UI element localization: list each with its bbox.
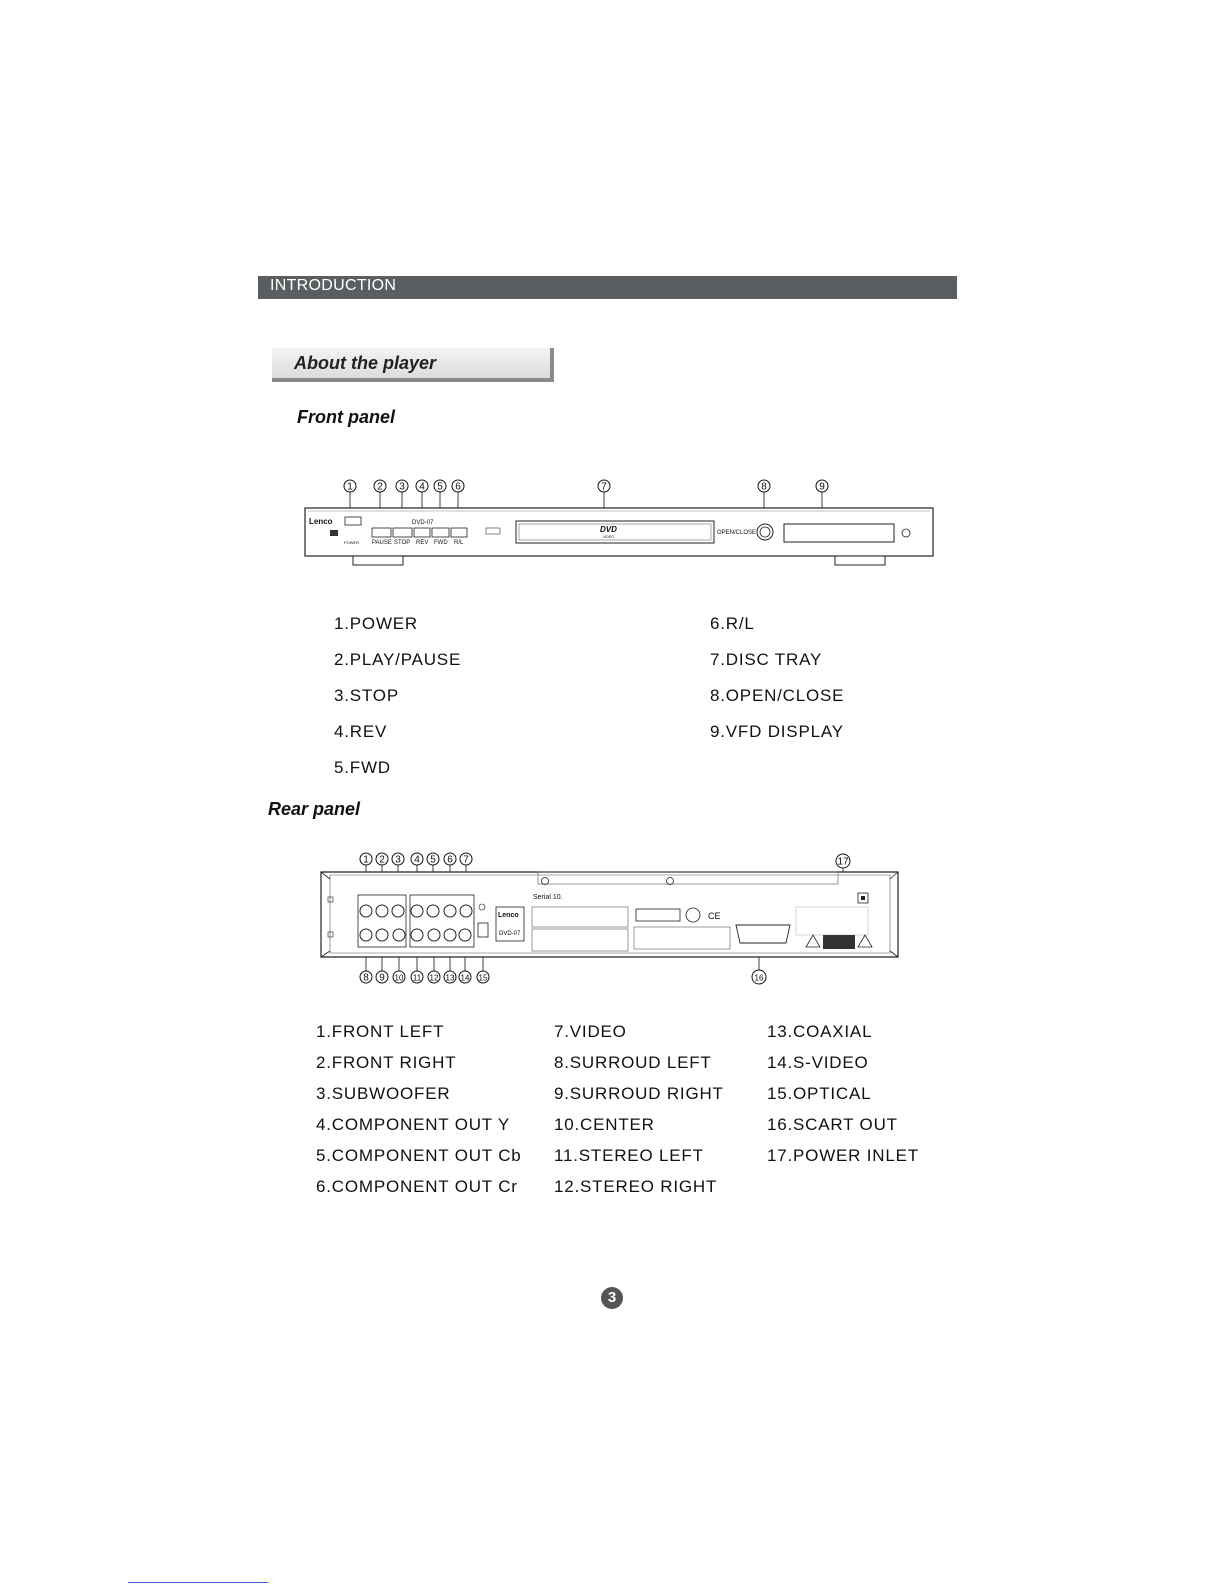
svg-text:11: 11 bbox=[412, 973, 422, 983]
rear-callouts-top bbox=[360, 853, 850, 868]
rear-callout-15 bbox=[477, 971, 489, 983]
rear-scart-port bbox=[736, 925, 790, 943]
rear-item-3: 3.SUBWOOFER bbox=[316, 1084, 451, 1103]
front-label-pause: PAUSE bbox=[372, 540, 392, 546]
svg-text:3: 3 bbox=[399, 481, 405, 493]
about-player-heading bbox=[272, 348, 554, 382]
svg-text:2: 2 bbox=[377, 481, 383, 493]
front-brand-logo: Lenco bbox=[309, 517, 333, 526]
svg-text:1: 1 bbox=[363, 854, 369, 866]
svg-text:16: 16 bbox=[754, 973, 764, 983]
front-item-4: 4.REV bbox=[334, 722, 388, 741]
svg-text:4: 4 bbox=[414, 854, 420, 866]
front-callout-3 bbox=[396, 480, 408, 493]
front-callout-1 bbox=[344, 480, 356, 493]
front-callout-7 bbox=[598, 480, 610, 493]
front-callout-4 bbox=[416, 480, 428, 493]
rear-item-15: 15.OPTICAL bbox=[767, 1084, 872, 1103]
rear-callout-11 bbox=[411, 971, 423, 983]
front-item-5: 5.FWD bbox=[334, 758, 391, 777]
front-vfd-display bbox=[784, 524, 894, 542]
front-dvd-logo: DVD bbox=[600, 525, 617, 534]
svg-text:9: 9 bbox=[379, 972, 385, 984]
svg-text:12: 12 bbox=[429, 973, 439, 983]
svg-text:14: 14 bbox=[460, 973, 470, 983]
rear-item-11: 11.STEREO LEFT bbox=[554, 1146, 704, 1165]
front-callout-5 bbox=[434, 480, 446, 493]
rear-callouts-bottom bbox=[360, 970, 766, 984]
front-button-rl bbox=[451, 528, 467, 537]
rear-brand-logo: Lenco bbox=[498, 912, 519, 919]
front-button-play-pause bbox=[372, 528, 391, 537]
svg-text:7: 7 bbox=[463, 854, 469, 866]
front-item-7: 7.DISC TRAY bbox=[710, 650, 823, 669]
front-label-rl: R/L bbox=[454, 540, 464, 546]
rear-panel-diagram bbox=[318, 847, 902, 989]
rear-callout-17 bbox=[836, 854, 850, 868]
rear-model-label: DVD-07 bbox=[499, 931, 521, 937]
front-item-3: 3.STOP bbox=[334, 686, 399, 705]
svg-text:5: 5 bbox=[437, 481, 443, 493]
rear-item-7: 7.VIDEO bbox=[554, 1022, 627, 1041]
front-standby-indicator bbox=[330, 530, 338, 536]
rear-chassis bbox=[321, 872, 898, 957]
svg-text:9: 9 bbox=[819, 481, 825, 493]
front-button-stop bbox=[393, 528, 412, 537]
rear-component-jacks bbox=[410, 895, 474, 947]
rear-callout-9 bbox=[376, 971, 388, 984]
front-foot-right bbox=[835, 556, 885, 565]
svg-text:3: 3 bbox=[395, 854, 401, 866]
section-title: INTRODUCTION bbox=[270, 277, 397, 294]
front-callout-2 bbox=[374, 480, 386, 493]
rear-item-9: 9.SURROUD RIGHT bbox=[554, 1084, 724, 1103]
front-panel-heading: Front panel bbox=[297, 407, 395, 427]
rear-ce-mark: CE bbox=[708, 911, 721, 921]
rear-item-4: 4.COMPONENT OUT Y bbox=[316, 1115, 511, 1134]
page-number: 3 bbox=[601, 1287, 623, 1309]
front-item-6: 6.R/L bbox=[710, 614, 755, 633]
rear-callout-16 bbox=[752, 970, 766, 984]
rear-callout-10 bbox=[393, 971, 405, 983]
rear-panel-heading: Rear panel bbox=[268, 799, 361, 819]
svg-text:1: 1 bbox=[347, 481, 353, 493]
svg-text:6: 6 bbox=[447, 854, 453, 866]
rear-callout-12 bbox=[428, 971, 440, 983]
svg-text:8: 8 bbox=[761, 481, 767, 493]
rear-item-16: 16.SCART OUT bbox=[767, 1115, 898, 1134]
front-button-rev bbox=[414, 528, 430, 537]
front-item-1: 1.POWER bbox=[334, 614, 419, 633]
front-callouts bbox=[344, 480, 828, 493]
svg-text:17: 17 bbox=[837, 856, 849, 868]
front-buttons bbox=[372, 528, 467, 537]
rear-callout-7 bbox=[460, 853, 472, 866]
rear-serial-label: Serial 10. bbox=[533, 894, 563, 901]
front-label-stop: STOP bbox=[394, 540, 411, 546]
svg-text:6: 6 bbox=[455, 481, 461, 493]
front-open-close-label: OPEN/CLOSE bbox=[717, 530, 757, 536]
rear-callout-6 bbox=[444, 853, 456, 866]
front-dvd-logo-sub: VIDEO bbox=[603, 535, 614, 539]
rear-callout-14 bbox=[459, 971, 471, 983]
rear-callout-13 bbox=[444, 971, 456, 983]
rear-item-10: 10.CENTER bbox=[554, 1115, 655, 1134]
front-model-label: DVD-07 bbox=[412, 520, 434, 526]
front-callout-9 bbox=[816, 480, 828, 493]
svg-text:15: 15 bbox=[478, 973, 488, 983]
front-panel-diagram bbox=[300, 474, 940, 574]
front-label-rev: REV bbox=[416, 540, 429, 546]
footer-rule bbox=[128, 1582, 268, 1583]
front-foot-left bbox=[353, 556, 403, 565]
front-label-fwd: FWD bbox=[434, 540, 448, 546]
rear-optical-port bbox=[478, 923, 488, 937]
svg-text:4: 4 bbox=[419, 481, 425, 493]
rear-item-14: 14.S-VIDEO bbox=[767, 1053, 869, 1072]
svg-text:13: 13 bbox=[445, 973, 455, 983]
section-header-bar bbox=[258, 276, 957, 299]
rear-item-2: 2.FRONT RIGHT bbox=[316, 1053, 457, 1072]
rear-item-5: 5.COMPONENT OUT Cb bbox=[316, 1146, 522, 1165]
rear-callout-4 bbox=[411, 853, 423, 866]
front-power-label: POWER bbox=[344, 540, 360, 545]
rear-item-17: 17.POWER INLET bbox=[767, 1146, 919, 1165]
rear-audio-jacks bbox=[358, 895, 406, 947]
rear-callout-2 bbox=[376, 853, 388, 866]
rear-callout-8 bbox=[360, 971, 372, 984]
rear-item-8: 8.SURROUD LEFT bbox=[554, 1053, 712, 1072]
rear-item-6: 6.COMPONENT OUT Cr bbox=[316, 1177, 518, 1196]
rear-item-1: 1.FRONT LEFT bbox=[316, 1022, 445, 1041]
front-callout-8 bbox=[758, 480, 770, 493]
rear-warning-label bbox=[823, 935, 855, 949]
svg-text:7: 7 bbox=[601, 481, 607, 493]
svg-text:10: 10 bbox=[394, 973, 404, 983]
rear-callout-1 bbox=[360, 853, 372, 866]
front-item-2: 2.PLAY/PAUSE bbox=[334, 650, 462, 669]
rear-item-13: 13.COAXIAL bbox=[767, 1022, 873, 1041]
about-player-title: About the player bbox=[294, 353, 437, 373]
svg-text:5: 5 bbox=[430, 854, 436, 866]
front-open-close-button bbox=[757, 524, 773, 540]
front-button-fwd bbox=[432, 528, 449, 537]
front-callout-6 bbox=[452, 480, 464, 493]
rear-callout-3 bbox=[392, 853, 404, 866]
svg-text:8: 8 bbox=[363, 972, 369, 984]
rear-item-12: 12.STEREO RIGHT bbox=[554, 1177, 718, 1196]
front-item-8: 8.OPEN/CLOSE bbox=[710, 686, 845, 705]
rear-callout-5 bbox=[427, 853, 439, 866]
svg-text:2: 2 bbox=[379, 854, 385, 866]
front-item-9: 9.VFD DISPLAY bbox=[710, 722, 844, 741]
front-power-button bbox=[345, 517, 361, 525]
